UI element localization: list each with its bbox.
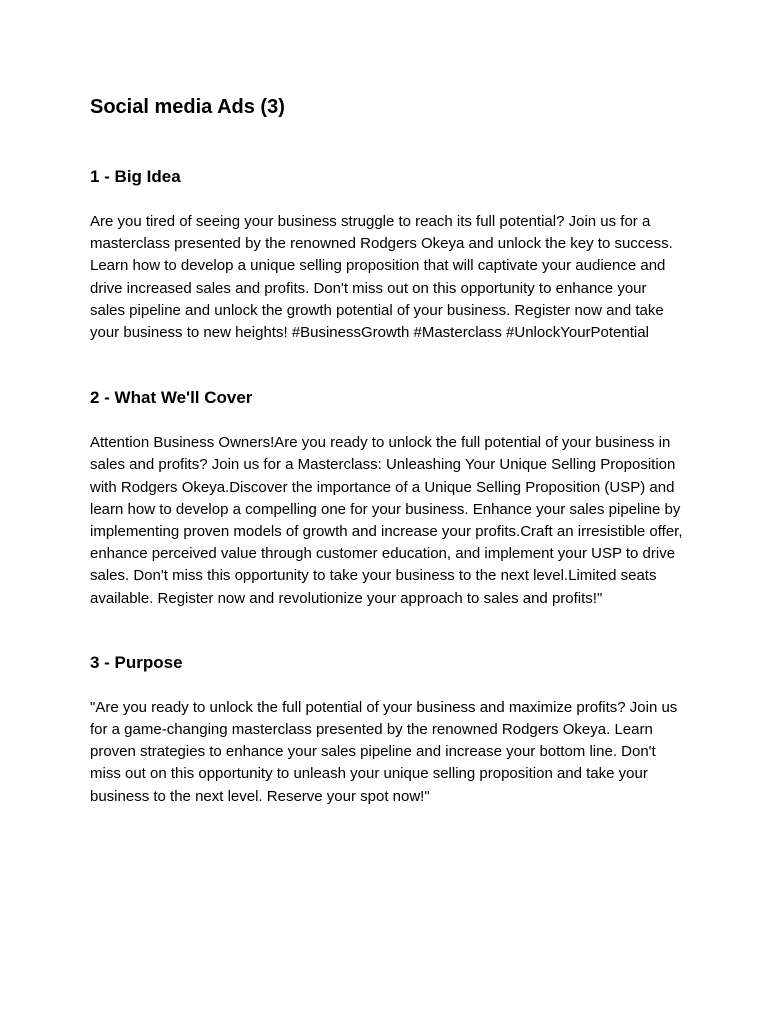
section-heading-big-idea: 1 - Big Idea (90, 167, 181, 186)
section-what-well-cover (90, 385, 685, 610)
section-body-big-idea: Are you tired of seeing your business struggle to reach its full potential? Join us for a masterclass presented by the renowned Rodgers Okeya and unlock the key to success. Learn how to develop a unique selling proposition that will captivate your audience and drive increased sales and profits. Don't miss out on this opportunity to enhance your sales pipeline and unlock the growth potential of your business. Register now and take your business to new heights! #BusinessGrowth #Masterclass #UnlockYourPotential (90, 213, 673, 342)
section-big-idea (90, 164, 685, 344)
section-purpose (90, 650, 685, 808)
section-heading-what-well-cover: 2 - What We'll Cover (90, 388, 253, 408)
section-body-purpose: "Are you ready to unlock the full potential of your business and maximize profits? Join us for a game-changing masterclass presented by the renowned Rodgers Okeya. Learn proven strategies to enhance your sales pipeline and increase your bottom line. Don't miss out on this opportunity to unleash your unique selling proposition and take your business to the next level. Reserve your spot now!" (90, 698, 678, 805)
document-content (90, 92, 685, 808)
document-title: Social media Ads (3) (90, 96, 285, 118)
section-heading-purpose: 3 - Purpose (90, 652, 183, 672)
section-body-what-well-cover: Attention Business Owners!Are you ready to unlock the full potential of your business in sales and profits? Join us for a Masterclass: Unleashing Your Unique Selling Proposition with Rodgers Okeya.Discover the importance of a Unique Selling Proposition (USP) and learn how to develop a compelling one for your business. Enhance your sales pipeline by implementing proven models of growth and increase your profits.Craft an irresistible offer, enhance perceived value through customer education, and implement your USP to drive sales. Don't miss this opportunity to take your business to the next level.Limited seats available. Register now and revolutionize your approach to sales and profits!" (90, 434, 683, 607)
